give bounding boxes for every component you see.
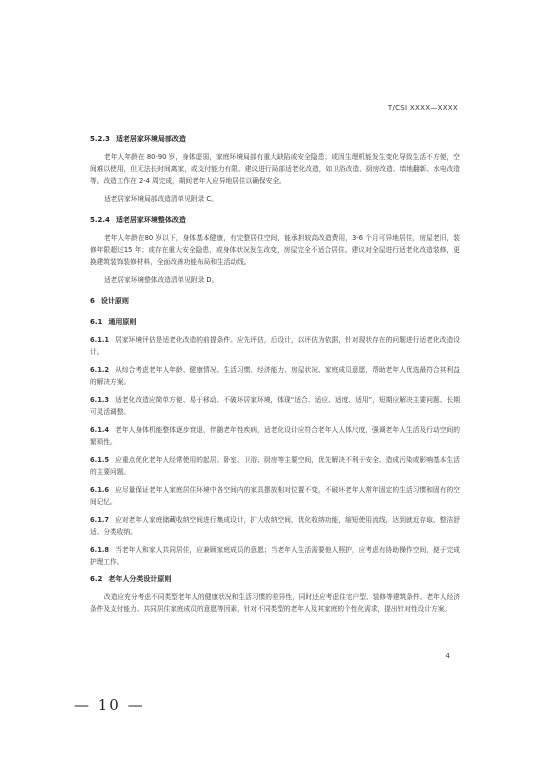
subsection-title: 通用原则	[108, 318, 137, 326]
subsection-heading-6-2	[90, 574, 460, 585]
section-paragraph: 适老居家环境局部改造清单见附录 C。	[104, 195, 218, 203]
clause-6-1-1	[90, 334, 460, 358]
section-heading-5-2-3	[90, 134, 460, 145]
clause-text: 应对老年人家庭储藏收纳空间进行集成设计，扩大收纳空间，优化收纳功能，缩短使用流线，达到就近存取、整洁舒适、分类收纳。	[90, 516, 460, 536]
subsection-title: 老年人分类设计原则	[108, 575, 172, 583]
section-title: 适老居家环境整体改造	[115, 216, 186, 224]
clause-6-1-5	[90, 454, 460, 478]
chapter-title: 设计原则	[100, 297, 129, 305]
clause-text: 应尽量保证老年人家庭居住环境中各空间内的家具摆放相对位置不变，不破坏老年人常年固定的生活习惯和固有的空间记忆。	[90, 486, 460, 506]
clause-number: 6.1.3	[90, 396, 110, 404]
clause-number: 6.1.6	[90, 486, 110, 494]
standard-code: T/CSI XXXX—XXXX	[387, 104, 458, 112]
subsection-number: 6.1	[90, 318, 103, 326]
footer-page-number: — 10 —	[74, 696, 145, 714]
clause-text: 当老年人和家人共同居住，应兼顾家庭成员的意愿；当老年人生活需要他人照护，应考虑有协助操作空间，便于完成护理工作。	[90, 546, 460, 566]
subsection-paragraph: 改造应充分考虑不同类型老年人的健康状况和生活习惯的差异性，同时还应考虑住宅户型、装修等建筑条件、老年人经济条件及支付能力、共同居住家庭成员的意愿等因素，针对不同类型的老年人及其家庭的个性化需求，提出针对性设计方案。	[90, 593, 460, 613]
clause-number: 6.1.5	[90, 456, 110, 464]
clause-6-1-4	[90, 424, 460, 448]
clause-number: 6.1.1	[90, 336, 110, 344]
clause-number: 6.1.2	[90, 366, 110, 374]
section-title: 适老居家环境局部改造	[115, 135, 186, 143]
section-paragraph: 老年人年龄在80 岁以下，身体基本健康，有完整居住空间，能承担较高改造费用，3-6 个月可异地居住，房屋老旧，装修年限超过15 年；或存在重大安全隐患，或身体状况发生改变，房屋完全不适合居住。建议对全屋进行适老化改造装修，更换建筑装饰装修材料，全面改善功能布局和生活动线。	[90, 234, 460, 266]
clause-6-1-3	[90, 394, 460, 418]
section-paragraph: 适老居家环境整体改造清单见附录 D。	[104, 276, 219, 284]
section-number: 5.2.3	[90, 135, 110, 143]
chapter-heading-6	[90, 296, 460, 307]
clause-6-1-2	[90, 364, 460, 388]
page-number: 4	[445, 652, 450, 660]
clause-6-1-8	[90, 544, 460, 568]
clause-text: 适老化改造应简单方便、易于移动、不破坏居家环境，体现“适合、适应、适度、适用”，短期应解决主要问题、长期可灵活调整。	[90, 396, 460, 416]
section-paragraph: 老年人年龄在 80-90 岁，身体虚弱，家庭环境局部有重大缺陷或安全隐患；或因生理机能发生变化导致生活不方便，空间难以使用，但无法长时间离家，或支付能力有限。建议进行局部适老化改造，如卫浴改造、厨房改造、墙地翻新、水电改造等。改造工作在 2-4 周完成，期间老年人应异地居住以确保安全。	[90, 153, 460, 185]
section-number: 5.2.4	[90, 216, 110, 224]
subsection-heading-6-1	[90, 317, 460, 328]
chapter-number: 6	[90, 297, 95, 305]
document-body	[90, 134, 460, 621]
clause-number: 6.1.4	[90, 426, 110, 434]
clause-text: 应重点优化老年人经常使用的起居、卧室、卫浴、厨房等主要空间，优先解决不利于安全、造成污染或影响基本生活的主要问题。	[90, 456, 460, 476]
subsection-number: 6.2	[90, 575, 103, 583]
clause-number: 6.1.7	[90, 516, 110, 524]
clause-text: 老年人身体机能整体逐步衰退，伴随老年性疾病，适老化设计应符合老年人人体尺度，强调老年人生活及行动空间的繁琐性。	[90, 426, 460, 446]
clause-6-1-7	[90, 514, 460, 538]
clause-number: 6.1.8	[90, 546, 110, 554]
clause-6-1-6	[90, 484, 460, 508]
section-heading-5-2-4	[90, 215, 460, 226]
clause-text: 从综合考虑老年人年龄、健康情况、生活习惯、经济能力、房屋状况、家庭成员意愿，帮助老年人优选最符合其利益的解决方案。	[90, 366, 460, 386]
clause-text: 居家环境评估是适老化改造的前提条件。应先评估，后设计，以评估为依据，针对现状存在的问题进行适老化改造设计。	[90, 336, 460, 356]
